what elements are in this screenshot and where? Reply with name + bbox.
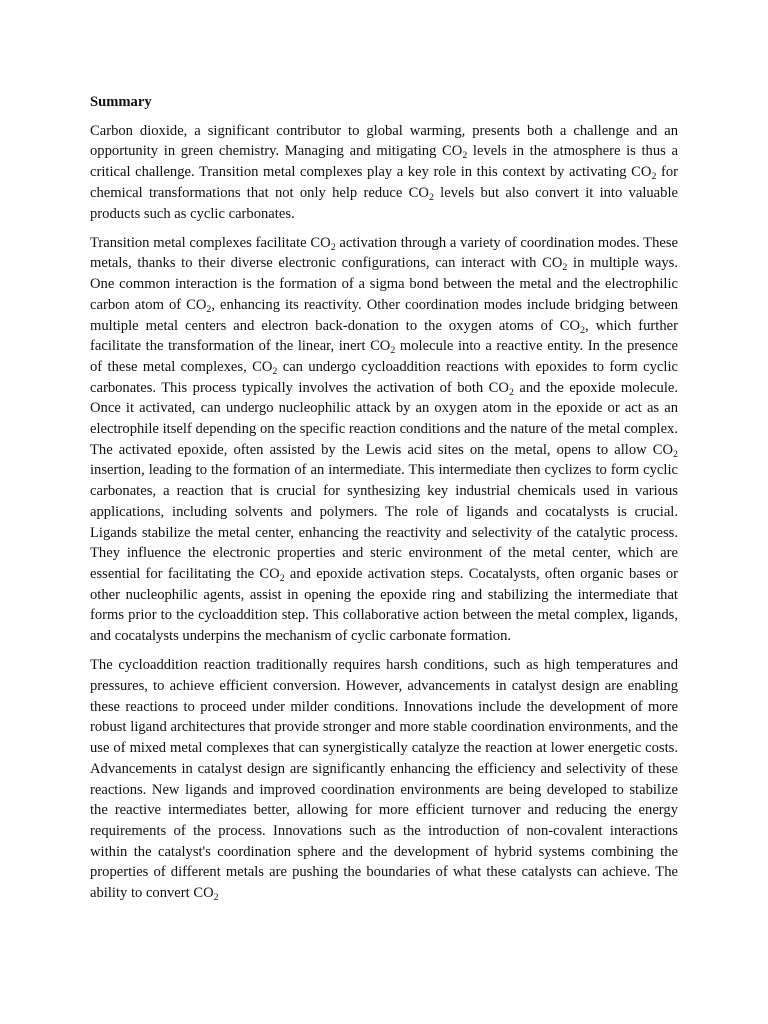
document-page — [90, 92, 678, 912]
paragraph-3: The cycloaddition reaction traditionally requires harsh conditions, such as high temperatures and pressures, to achieve efficient conversion. However, advancements in catalyst design are enabling these reactions to proceed under milder conditions. Innovations include the development of more robust ligand architectures that provide stronger and more stable coordination environments, and the use of mixed metal complexes that can synergistically catalyze the reaction at lower energetic costs. Advancements in catalyst design are significantly enhancing the efficiency and selectivity of these reactions. New ligands and improved coordination environments are being developed to stabilize the reactive intermediates better, allowing for more efficient turnover and reducing the energy requirements of the process. Innovations such as the introduction of non-covalent interactions within the catalyst's coordination sphere and the development of hybrid systems combining the properties of different metals are pushing the boundaries of what these catalysts can achieve. The ability to convert $CO_2$ — [90, 657, 678, 903]
paragraph-2: Transition metal complexes facilitate $CO_2$ activation through a variety of coordination modes. These metals, thanks to their diverse electronic configurations, can interact with $CO_2$ in multiple ways. One common interaction is the formation of a sigma bond between the metal and the electrophilic carbon atom of $CO_2$, enhancing its reactivity. Other coordination modes include bridging between multiple metal centers and electron back-donation to the oxygen atoms of $CO_2$, which further facilitate the transformation of the linear, inert $CO_2$ molecule into a reactive entity. In the presence of these metal complexes, $CO_2$ can undergo cycloaddition reactions with epoxides to form cyclic carbonates. This process typically involves the activation of both $CO_2$ and the epoxide molecule. Once it activated, can undergo nucleophilic attack by an oxygen atom in the epoxide or act as an electrophile itself depending on the specific reaction conditions and the nature of the metal complex. The activated epoxide, often assisted by the Lewis acid sites on the metal, opens to allow $CO_2$ insertion, leading to the formation of an intermediate. This intermediate then cyclizes to form cyclic carbonates, a reaction that is crucial for synthesizing key industrial chemicals used in various applications, including solvents and polymers. The role of ligands and cocatalysts is crucial. Ligands stabilize the metal center, enhancing the reactivity and selectivity of the catalytic process. They influence the electronic properties and steric environment of the metal center, which are essential for facilitating the $CO_2$ and epoxide activation steps. Cocatalysts, often organic bases or other nucleophilic agents, assist in opening the epoxide ring and stabilizing the intermediate that forms prior to the cycloaddition step. This collaborative action between the metal complex, ligands, and cocatalysts underpins the mechanism of cyclic carbonate formation. — [90, 234, 679, 645]
summary-heading: Summary — [90, 94, 152, 110]
paragraph-1: Carbon dioxide, a significant contributor to global warming, presents both a challenge and an opportunity in green chemistry. Managing and mitigating $CO_2$ levels in the atmosphere is thus a critical challenge. Transition metal complexes play a key role in this context by activating $CO_2$ for chemical transformations that not only help reduce $CO_2$ levels but also convert it into valuable products such as cyclic carbonates. — [90, 122, 678, 222]
